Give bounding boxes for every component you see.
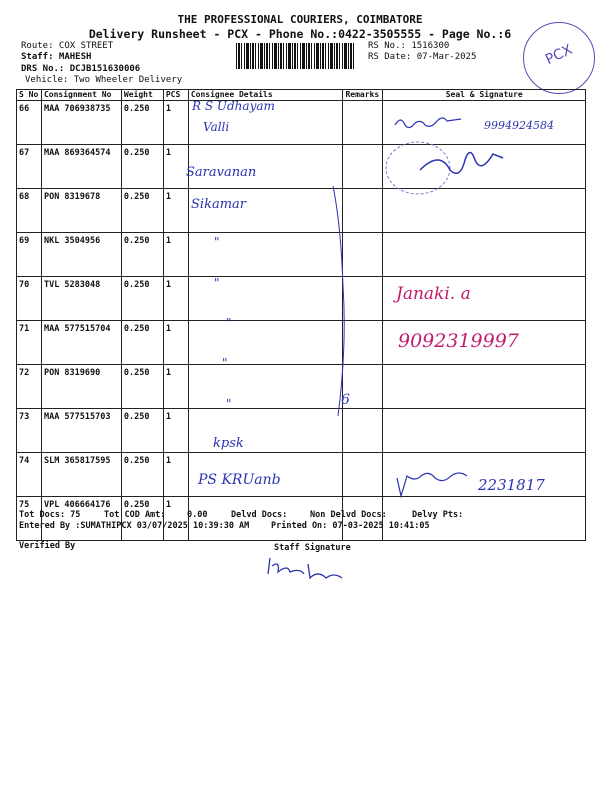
row-consignment-no: MAA 577515704	[41, 321, 121, 365]
col-weight: Weight	[121, 90, 163, 101]
row-sno: 73	[17, 409, 42, 453]
r71-signature-handwriting: Janaki. a	[396, 284, 471, 304]
drs-number: DRS No.: DCJB151630006	[21, 64, 141, 74]
row-consignment-no: NKL 3504956	[41, 233, 121, 277]
consignee-bracket-line	[333, 186, 344, 416]
tot-docs: Tot Docs: 75	[19, 510, 81, 520]
r68-consignee-handwriting: Sikamar	[191, 197, 246, 212]
r66-consignee-handwriting: R S Udhayam	[192, 99, 275, 113]
r66-consignee-handwriting-2: Valli	[203, 120, 230, 134]
r67-round-stamp	[386, 142, 450, 194]
non-delvd-docs: Non Delvd Docs:	[310, 510, 387, 520]
r72-phone-handwriting: 9092319997	[398, 330, 519, 352]
r73-ditto-mark: "	[226, 397, 232, 411]
col-consignee: Consignee Details	[188, 90, 343, 101]
row-sno: 75	[17, 497, 42, 541]
row-sno: 68	[17, 189, 42, 233]
row-pcs: 1	[163, 453, 188, 497]
row-weight: 0.250	[121, 365, 163, 409]
row-sno: 72	[17, 365, 42, 409]
row-consignment-no: PON 8319690	[41, 365, 121, 409]
staff-signature-label: Staff Signature	[274, 543, 351, 553]
row-consignment-no: MAA 869364574	[41, 145, 121, 189]
r75-signature-scribble	[397, 473, 467, 496]
col-remarks: Remarks	[343, 90, 383, 101]
row-weight: 0.250	[121, 277, 163, 321]
row-pcs: 1	[163, 101, 188, 145]
verified-by: Verified By	[19, 541, 76, 551]
row-weight: 0.250	[121, 101, 163, 145]
row-sno: 70	[17, 277, 42, 321]
col-consignment: Consignment No	[41, 90, 121, 101]
tot-cod-label: Tot COD Amt:	[104, 510, 166, 520]
r67-consignee-handwriting: Saravanan	[186, 165, 257, 180]
row-sno: 71	[17, 321, 42, 365]
r75-consignee-handwriting: PS KRUanb	[198, 472, 281, 488]
row-consignment-no: PON 8319678	[41, 189, 121, 233]
remarks-count-handwriting: 6	[341, 392, 350, 408]
delvy-pts: Delvy Pts:	[412, 510, 464, 520]
staff-signature-handwriting	[266, 558, 270, 559]
row-pcs: 1	[163, 277, 188, 321]
row-sno: 74	[17, 453, 42, 497]
delvd-docs: Delvd Docs:	[231, 510, 288, 520]
row-weight: 0.250	[121, 189, 163, 233]
row-consignment-no: MAA 706938735	[41, 101, 121, 145]
row-weight: 0.250	[121, 233, 163, 277]
row-consignment-no: VPL 406664176	[41, 497, 121, 541]
staff-signature-scribble	[268, 558, 342, 578]
entered-by: Entered By :SUMATHIPCX 03/07/2025 10:39:30 AM	[19, 521, 250, 531]
row-weight: 0.250	[121, 145, 163, 189]
route-label: Route: COX STREET	[21, 41, 114, 51]
row-weight: 0.250	[121, 497, 163, 541]
r72-ditto-mark: "	[222, 356, 228, 370]
row-pcs: 1	[163, 409, 188, 453]
row-weight: 0.250	[121, 321, 163, 365]
rs-date: RS Date: 07-Mar-2025	[368, 52, 477, 62]
r67-signature-scribble	[420, 153, 503, 174]
row-pcs: 1	[163, 497, 188, 541]
row-pcs: 1	[163, 189, 188, 233]
row-weight: 0.250	[121, 409, 163, 453]
row-pcs: 1	[163, 321, 188, 365]
staff-label: Staff: MAHESH	[21, 52, 92, 62]
row-sno: 69	[17, 233, 42, 277]
stamp-text: PCX	[543, 41, 575, 69]
r71-ditto-mark: "	[226, 316, 232, 330]
col-sno: S No	[17, 90, 42, 101]
vehicle-label: Vehicle: Two Wheeler Delivery	[25, 75, 183, 85]
rs-number: RS No.: 1516300	[368, 41, 450, 51]
col-pcs: PCS	[163, 90, 188, 101]
r66-signature-scribble	[395, 118, 461, 128]
row-consignment-no: TVL 5283048	[41, 277, 121, 321]
row-pcs: 1	[163, 233, 188, 277]
r70-ditto-mark: "	[214, 276, 220, 290]
tot-cod-value: 0.00	[187, 510, 208, 520]
r69-ditto-mark: "	[214, 235, 220, 249]
row-pcs: 1	[163, 365, 188, 409]
r66-phone-handwriting: 9994924584	[484, 119, 554, 132]
printed-on: Printed On: 07-03-2025 10:41:05	[271, 521, 430, 531]
company-title: THE PROFESSIONAL COURIERS, COIMBATORE	[177, 13, 423, 26]
r74-consignee-handwriting: kpsk	[213, 436, 244, 451]
row-consignment-no: MAA 577515703	[41, 409, 121, 453]
row-pcs: 1	[163, 145, 188, 189]
row-sno: 67	[17, 145, 42, 189]
runsheet-title: Delivery Runsheet - PCX - Phone No.:0422-3505555 - Page No.:6	[88, 27, 512, 41]
row-sno: 66	[17, 101, 42, 145]
row-consignment-no: SLM 365817595	[41, 453, 121, 497]
r75-phone-handwriting: 2231817	[478, 476, 545, 494]
row-weight: 0.250	[121, 453, 163, 497]
col-seal-signature: Seal & Signature	[383, 90, 586, 101]
